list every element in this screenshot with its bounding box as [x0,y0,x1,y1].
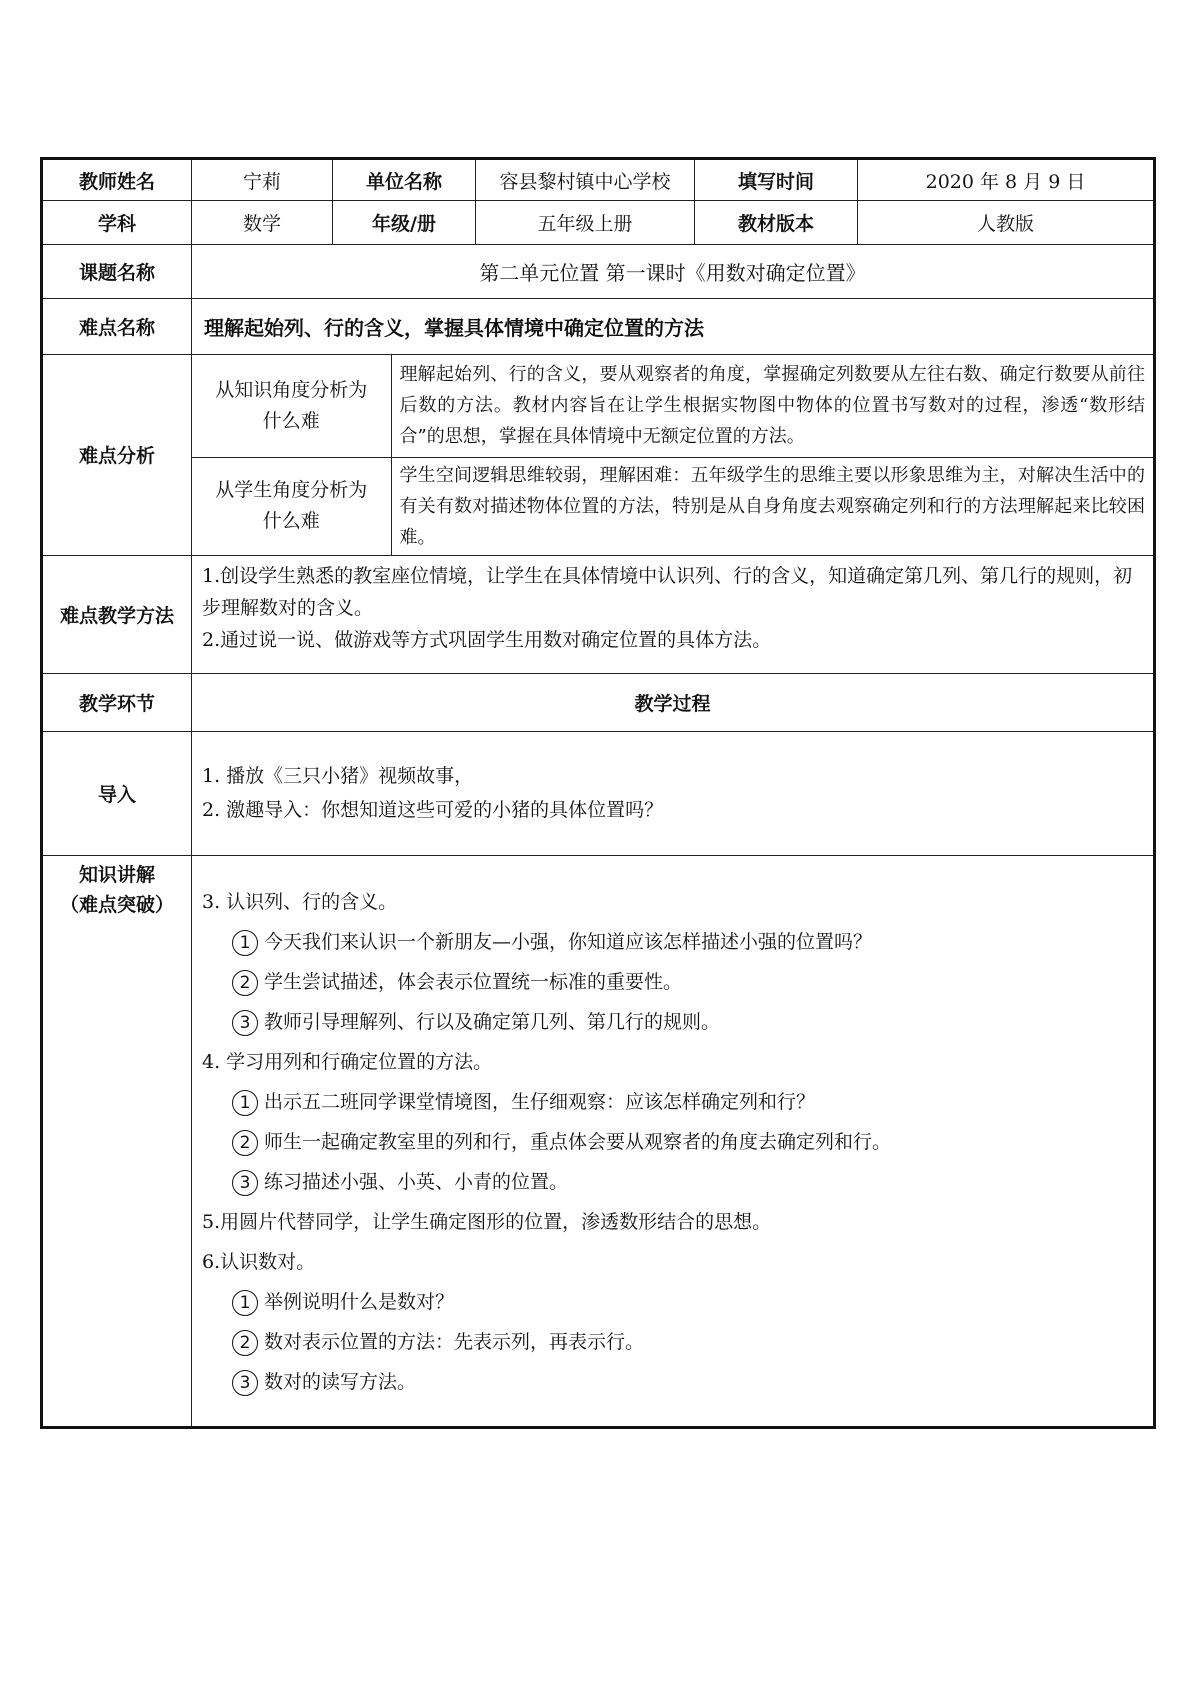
edition-value: 人教版 [858,201,1155,245]
analysis-label: 难点分析 [42,355,192,556]
lecture-item-text: 数对表示位置的方法：先表示列，再表示行。 [264,1330,645,1353]
method-label: 难点教学方法 [42,555,192,673]
lecture-content [192,855,1155,1427]
lecture-item-text: 5.用圆片代替同学，让学生确定图形的位置，渗透数形结合的思想。 [202,1210,772,1233]
process-content-header: 教学过程 [192,673,1155,731]
lecture-item [202,1202,1143,1242]
lecture-item-text: 4. 学习用列和行确定位置的方法。 [202,1050,493,1073]
circled-number-icon: 1 [232,930,258,956]
lecture-item-text: 练习描述小强、小英、小青的位置。 [264,1170,569,1193]
subject-label: 学科 [42,201,192,245]
lecture-item [202,1322,1143,1362]
lecture-item [202,1122,1143,1162]
lecture-item [202,1242,1143,1282]
lecture-label [42,855,192,1427]
intro-label: 导入 [42,731,192,855]
intro-line-2: 2. 激趣导入：你想知道这些可爱的小猪的具体位置吗？ [202,799,664,821]
method-row [42,555,1155,673]
process-header-row [42,673,1155,731]
lecture-item-text: 师生一起确定教室里的列和行，重点体会要从观察者的角度去确定列和行。 [264,1130,892,1153]
intro-line-1: 1. 播放《三只小猪》视频故事， [202,765,474,787]
unit-name: 容县黎村镇中心学校 [476,159,695,201]
process-stage-header: 教学环节 [42,673,192,731]
lecture-item-text: 教师引导理解列、行以及确定第几列、第几行的规则。 [264,1010,721,1033]
intro-row [42,731,1155,855]
knowledge-angle-label: 从知识角度分析为什么难 [192,355,391,457]
analysis-subtable [192,355,1153,555]
header-row-2 [42,201,1155,245]
date-label: 填写时间 [695,159,858,201]
teacher-label: 教师姓名 [42,159,192,201]
circled-number-icon: 1 [232,1290,258,1316]
intro-content [192,731,1155,855]
circled-number-icon: 3 [232,1370,258,1396]
circled-number-icon: 1 [232,1090,258,1116]
analysis-knowledge-row [192,355,1153,457]
lecture-item-text: 今天我们来认识一个新朋友—小强，你知道应该怎样描述小强的位置吗？ [264,930,873,953]
circled-number-icon: 3 [232,1170,258,1196]
circled-number-icon: 2 [232,1130,258,1156]
header-row-1 [42,159,1155,201]
method-line-2: 2.通过说一说、做游戏等方式巩固学生用数对确定位置的具体方法。 [202,628,772,651]
lecture-item-text: 学生尝试描述，体会表示位置统一标准的重要性。 [264,970,683,993]
lecture-item [202,922,1143,962]
fill-date: 2020 年 8 月 9 日 [858,159,1155,201]
lecture-list [202,882,1143,1402]
circled-number-icon: 2 [232,970,258,996]
edition-label: 教材版本 [695,201,858,245]
lecture-item [202,1162,1143,1202]
topic-value: 第二单元位置 第一课时《用数对确定位置》 [192,245,1155,299]
analysis-student-row [192,457,1153,555]
lecture-item-text: 6.认识数对。 [202,1250,316,1273]
circled-number-icon: 2 [232,1330,258,1356]
unit-label: 单位名称 [333,159,476,201]
lecture-item-text: 举例说明什么是数对？ [264,1290,455,1313]
lecture-item [202,1362,1143,1402]
difficulty-value: 理解起始列、行的含义，掌握具体情境中确定位置的方法 [192,299,1155,355]
grade-value: 五年级上册 [476,201,695,245]
student-angle-label: 从学生角度分析为什么难 [192,457,391,555]
lecture-item [202,882,1143,922]
lesson-plan-sheet [40,157,1153,1429]
grade-label: 年级/册 [333,201,476,245]
lecture-item-text: 出示五二班同学课堂情境图，生仔细观察：应该怎样确定列和行？ [264,1090,816,1113]
difficulty-label: 难点名称 [42,299,192,355]
lecture-item-text: 3. 认识列、行的含义。 [202,890,398,913]
lesson-plan-table [40,157,1156,1429]
difficulty-row [42,299,1155,355]
lecture-label-line-1: 知识讲解 [78,863,155,886]
lecture-item [202,1082,1143,1122]
method-line-1: 1.创设学生熟悉的教室座位情境，让学生在具体情境中认识列、行的含义，知道确定第几列、第几行的规则，初步理解数对的含义。 [202,564,1133,619]
subject-value: 数学 [192,201,333,245]
lecture-label-line-2: （难点突破） [59,893,174,916]
lecture-item [202,1042,1143,1082]
topic-label: 课题名称 [42,245,192,299]
knowledge-angle-text: 理解起始列、行的含义，要从观察者的角度，掌握确定列数要从左往右数、确定行数要从前往后数的方法。教材内容旨在让学生根据实物图中物体的位置书写数对的过程，渗透“数形结合”的思想，掌握在具体情境中无额定位置的方法。 [391,355,1153,457]
analysis-row [42,355,1155,556]
lecture-item [202,1282,1143,1322]
method-content [192,555,1155,673]
circled-number-icon: 3 [232,1010,258,1036]
lecture-item-text: 数对的读写方法。 [264,1370,417,1393]
lecture-item [202,962,1143,1002]
topic-row [42,245,1155,299]
lecture-row [42,855,1155,1427]
lecture-item [202,1002,1143,1042]
student-angle-text: 学生空间逻辑思维较弱，理解困难：五年级学生的思维主要以形象思维为主，对解决生活中的有关有数对描述物体位置的方法，特别是从自身角度去观察确定列和行的方法理解起来比较困难。 [391,457,1153,555]
teacher-name: 宁莉 [192,159,333,201]
